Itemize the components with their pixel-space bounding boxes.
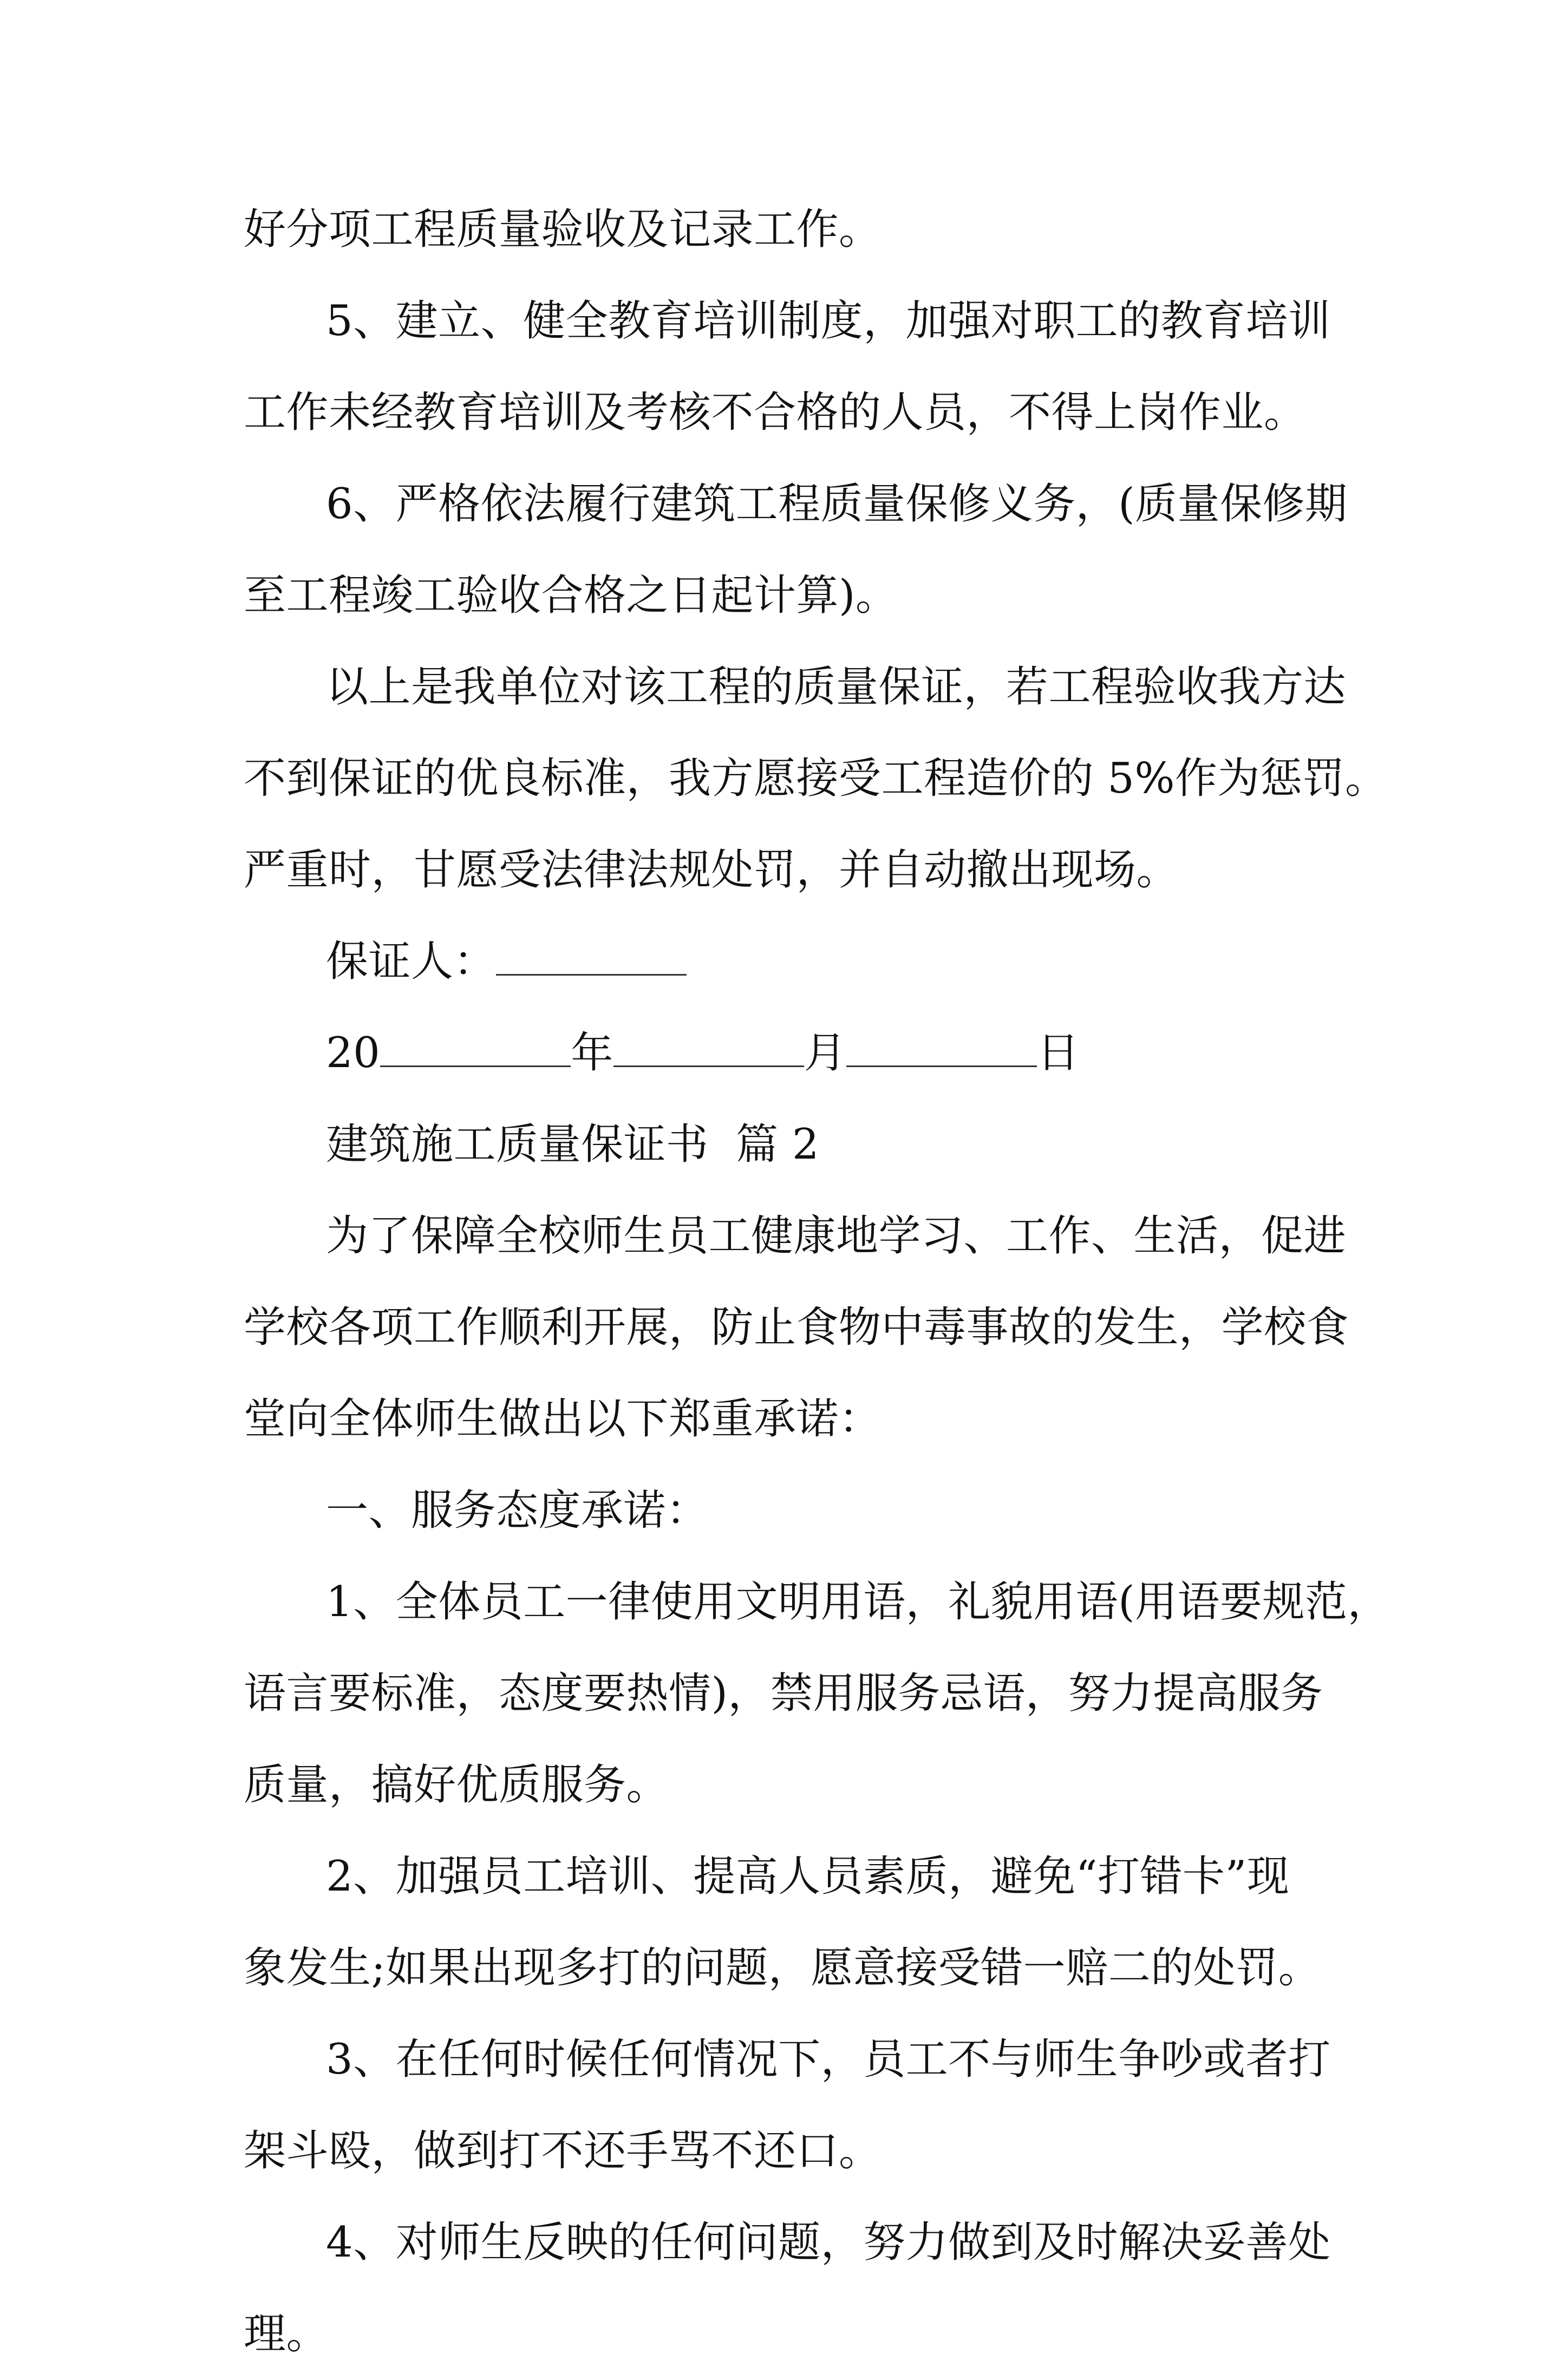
paragraph-line: 理。 bbox=[244, 2310, 329, 2358]
paragraph-line: 好分项工程质量验收及记录工作。 bbox=[244, 205, 882, 254]
paragraph-line: 3、在任何时候任何情况下，员工不与师生争吵或者打 bbox=[326, 2035, 1331, 2084]
year-blank[interactable] bbox=[380, 1032, 571, 1067]
month-blank[interactable] bbox=[613, 1032, 804, 1067]
paragraph-line: 至工程竣工验收合格之日起计算)。 bbox=[244, 571, 898, 620]
paragraph-line: 堂向全体师生做出以下郑重承诺： bbox=[244, 1395, 882, 1443]
paragraph-line: 以上是我单位对该工程的质量保证，若工程验收我方达 bbox=[326, 663, 1347, 711]
guarantor-label: 保证人： bbox=[326, 937, 497, 986]
paragraph-line: 语言要标准，态度要热情)，禁用服务忌语，努力提高服务 bbox=[244, 1669, 1323, 1718]
paragraph-line: 架斗殴，做到打不还手骂不还口。 bbox=[244, 2127, 882, 2175]
year-prefix: 20 bbox=[326, 1029, 381, 1077]
paragraph-line: 质量，搞好优质服务。 bbox=[244, 1761, 669, 1809]
paragraph-line: 不到保证的优良标准，我方愿接受工程造价的 5%作为惩罚。 bbox=[244, 754, 1388, 803]
paragraph-line: 学校各项工作顺利开展，防止食物中毒事故的发生，学校食 bbox=[244, 1303, 1349, 1352]
paragraph-line: 一、服务态度承诺： bbox=[326, 1486, 709, 1535]
guarantor-blank[interactable] bbox=[496, 940, 687, 976]
paragraph-line: 为了保障全校师生员工健康地学习、工作、生活，促进 bbox=[326, 1212, 1347, 1260]
month-label: 月 bbox=[804, 1029, 847, 1077]
paragraph-line: 2、加强员工培训、提高人员素质，避免“打错卡”现 bbox=[326, 1852, 1290, 1901]
date-line bbox=[244, 1008, 1359, 1099]
document-page bbox=[244, 184, 1390, 2380]
paragraph-line: 严重时，甘愿受法律法规处罚，并自动撤出现场。 bbox=[244, 846, 1179, 894]
paragraph-line: 象发生;如果出现多打的问题，愿意接受错一赔二的处罚。 bbox=[244, 1944, 1321, 1992]
paragraph-line: 4、对师生反映的任何问题，努力做到及时解决妥善处 bbox=[326, 2218, 1331, 2267]
day-label: 日 bbox=[1037, 1029, 1080, 1077]
guarantor-line bbox=[244, 916, 1359, 1008]
section-title: 建筑施工质量保证书 篇 2 bbox=[326, 1120, 820, 1169]
paragraph-line: 工作未经教育培训及考核不合格的人员，不得上岗作业。 bbox=[244, 388, 1307, 437]
day-blank[interactable] bbox=[846, 1032, 1037, 1067]
paragraph-line: 6、严格依法履行建筑工程质量保修义务，(质量保修期 bbox=[326, 480, 1348, 528]
year-label: 年 bbox=[571, 1029, 613, 1077]
paragraph-line: 1、全体员工一律使用文明用语，礼貌用语(用语要规范， bbox=[326, 1578, 1390, 1626]
paragraph-line: 5、建立、健全教育培训制度，加强对职工的教育培训 bbox=[326, 297, 1331, 345]
